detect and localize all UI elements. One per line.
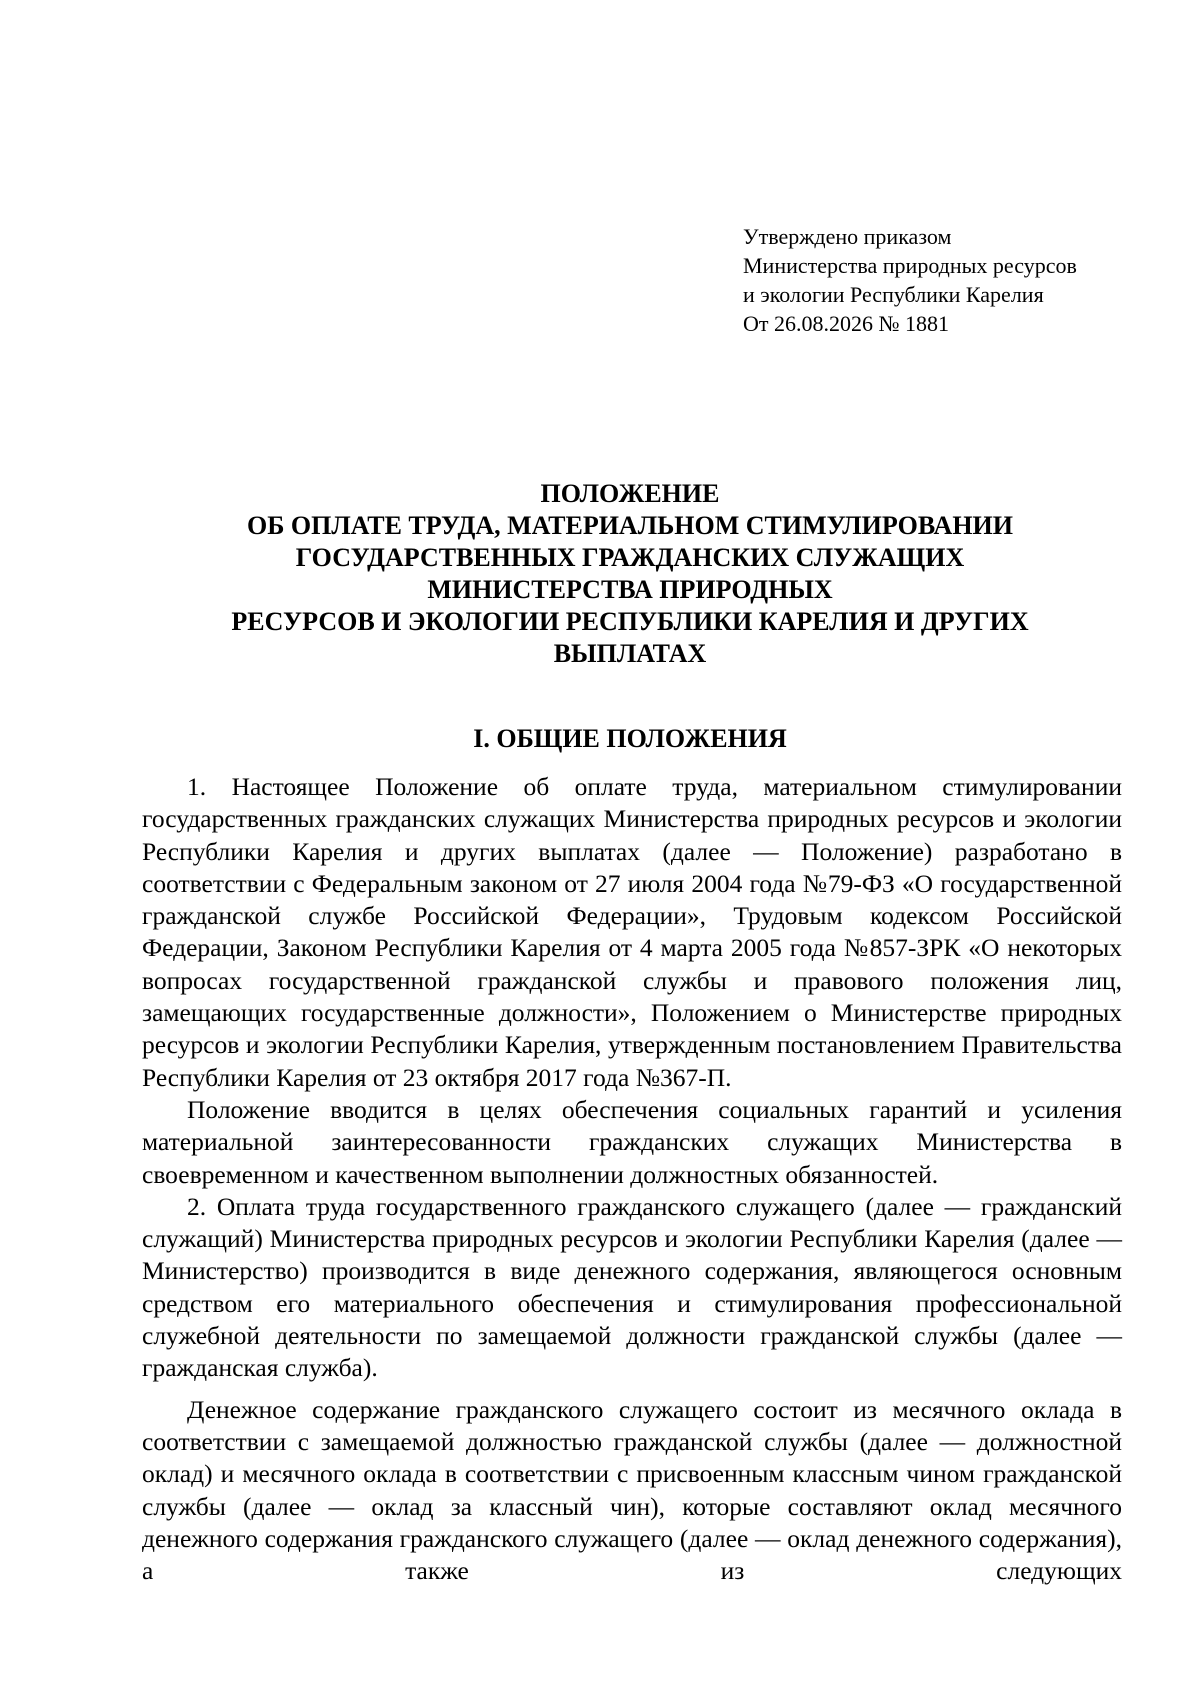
title-line: РЕСУРСОВ И ЭКОЛОГИИ РЕСПУБЛИКИ КАРЕЛИЯ И ДРУГИХ [231,607,1029,636]
title-line: ГОСУДАРСТВЕННЫХ ГРАЖДАНСКИХ СЛУЖАЩИХ [295,543,965,572]
section-heading: I. ОБЩИЕ ПОЛОЖЕНИЯ [473,724,787,753]
approval-stamp [743,222,1143,338]
approval-date-line: От 26.08.2026 № 1881 [743,311,949,336]
paragraph: Положение вводится в целях обеспечения социальных гарантий и усиления материальной заинтересованности гражданских служащих Министерства в своевременном и качественном выполнении должностных обязанностей. [142,1094,1122,1189]
document-body [142,771,1122,1587]
approval-line: Министерства природных ресурсов [743,253,1077,278]
paragraph: 2. Оплата труда государственного гражданского служащего (далее — гражданский служащий) Министерства природных ресурсов и экологии Республики Карелия (далее — Министерство) производится в виде денежного содержания, являющегося основным средством его материального обеспечения и стимулирования профессиональной служебной деятельности по замещаемой должности гражданской службы (далее — гражданская служба). [142,1191,1122,1383]
document-title [140,478,1120,670]
paragraph: 1. Настоящее Положение об оплате труда, материальном стимулировании государственных гражданских служащих Министерства природных ресурсов и экологии Республики Карелия и других выплатах (далее — Положение) разработано в соответствии с Федеральным законом от 27 июля 2004 года №79-ФЗ «О государственной гражданской службе Российской Федерации», Трудовым кодексом Российской Федерации, Законом Республики Карелия от 4 марта 2005 года №857-ЗРК «О некоторых вопросах государственной гражданской службы и правового положения лиц, замещающих государственные должности», Положением о Министерстве природных ресурсов и экологии Республики Карелия, утвержденным постановлением Правительства Республики Карелия от 23 октября 2017 года №367-П. [142,772,1122,1092]
title-line: ПОЛОЖЕНИЕ [540,479,720,508]
approval-line: Утверждено приказом [743,224,952,249]
title-line: МИНИСТЕРСТВА ПРИРОДНЫХ [427,575,833,604]
paragraph: Денежное содержание гражданского служащего состоит из месячного оклада в соответствии с замещаемой должностью гражданской службы (далее — должностной оклад) и месячного оклада в соответствии с присвоенным классным чином гражданской службы (далее — оклад за классный чин), которые составляют оклад месячного денежного содержания гражданского служащего (далее — оклад денежного содержания), а также из следующих [142,1394,1122,1586]
title-line: ВЫПЛАТАХ [553,639,707,668]
title-line: ОБ ОПЛАТЕ ТРУДА, МАТЕРИАЛЬНОМ СТИМУЛИРОВАНИИ [247,511,1013,540]
approval-line: и экологии Республики Карелия [743,282,1044,307]
